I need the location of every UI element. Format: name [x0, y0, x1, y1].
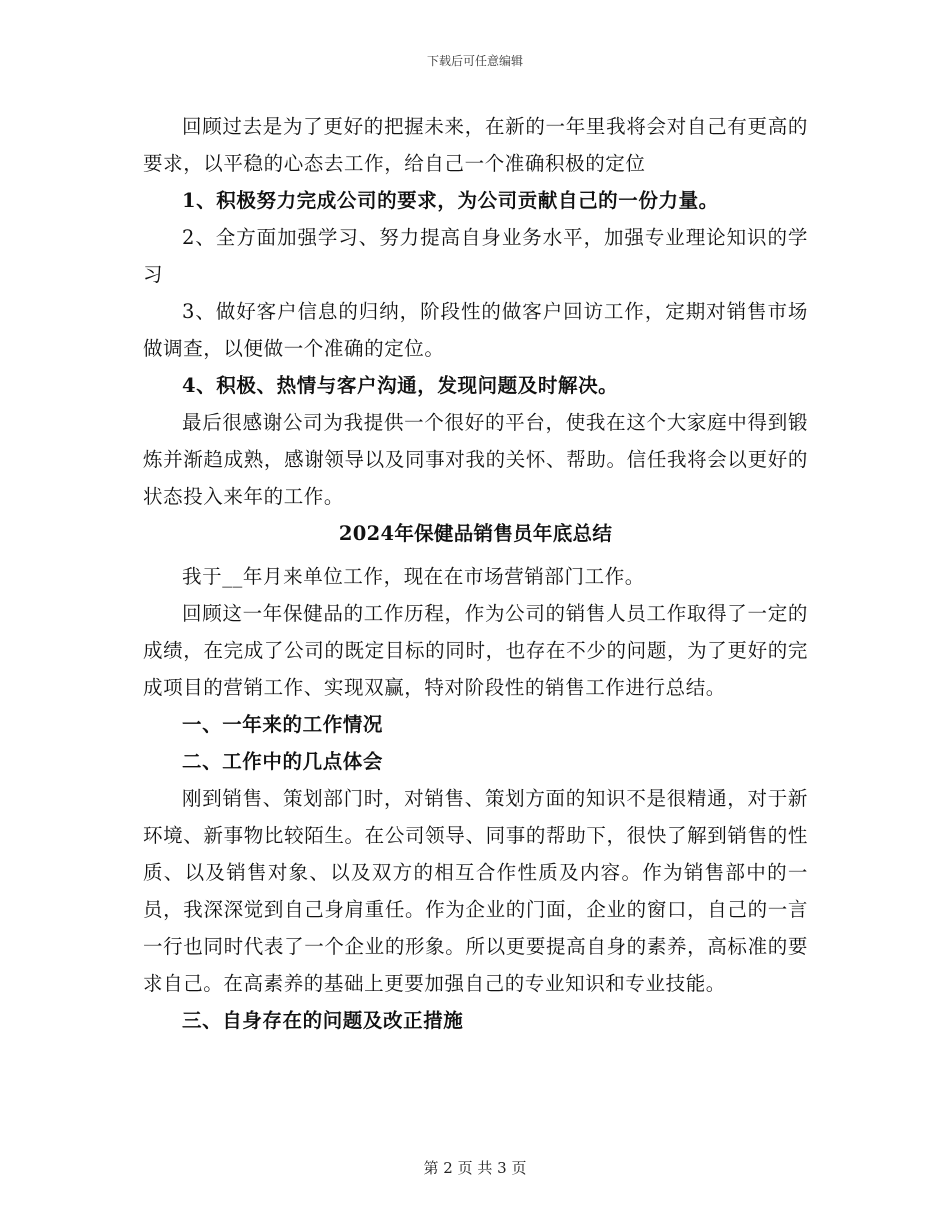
paragraph-goal-1: 1、积极努力完成公司的要求，为公司贡献自己的一份力量。	[182, 189, 719, 212]
paragraph-experience: 刚到销售、策划部门时，对销售、策划方面的知识不是很精通，对于新环境、新事物比较陌生。在公司领导、同事的帮助下，很快了解到销售的性质、以及销售对象、以及双方的相互合作性质及内容。作为销售部中的一员，我深深觉到自己身肩重任。作为企业的门面，企业的窗口，自己的一言一行也同时代表了一个企业的形象。所以更要提高自身的素养，高标准的要求自己。在高素养的基础上更要加强自己的专业知识和专业技能。	[143, 787, 808, 995]
heading-problems: 三、自身存在的问题及改正措施	[182, 1009, 464, 1032]
paragraph-review: 回顾过去是为了更好的把握未来，在新的一年里我将会对自己有更高的要求，以平稳的心态去工作，给自己一个准确积极的定位	[143, 115, 808, 175]
section-title: 2024年保健品销售员年底总结	[338, 522, 613, 545]
paragraph-goal-4: 4、积极、热情与客户沟通，发现问题及时解决。	[182, 374, 619, 397]
page-header: 下载后可任意编辑	[426, 54, 523, 68]
page-footer: 第 2 页 共 3 页	[423, 1159, 527, 1177]
heading-work-status: 一、一年来的工作情况	[182, 713, 384, 736]
paragraph-summary: 回顾这一年保健品的工作历程，作为公司的销售人员工作取得了一定的成绩，在完成了公司的既定目标的同时，也存在不少的问题，为了更好的完成项目的营销工作、实现双赢，特对阶段性的销售工作进行总结。	[143, 602, 808, 699]
paragraph-intro: 我于__年月来单位工作，现在在市场营销部门工作。	[182, 565, 645, 588]
paragraph-thanks: 最后很感谢公司为我提供一个很好的平台，使我在这个大家庭中得到锻炼并渐趋成熟，感谢领导以及同事对我的关怀、帮助。信任我将会以更好的状态投入来年的工作。	[143, 411, 808, 508]
heading-experience: 二、工作中的几点体会	[182, 750, 384, 773]
document-body	[143, 108, 808, 1039]
paragraph-goal-3: 3、做好客户信息的归纳，阶段性的做客户回访工作，定期对销售市场做调查，以便做一个准确的定位。	[143, 300, 808, 360]
paragraph-goal-2: 2、全方面加强学习、努力提高自身业务水平，加强专业理论知识的学习	[143, 226, 808, 286]
